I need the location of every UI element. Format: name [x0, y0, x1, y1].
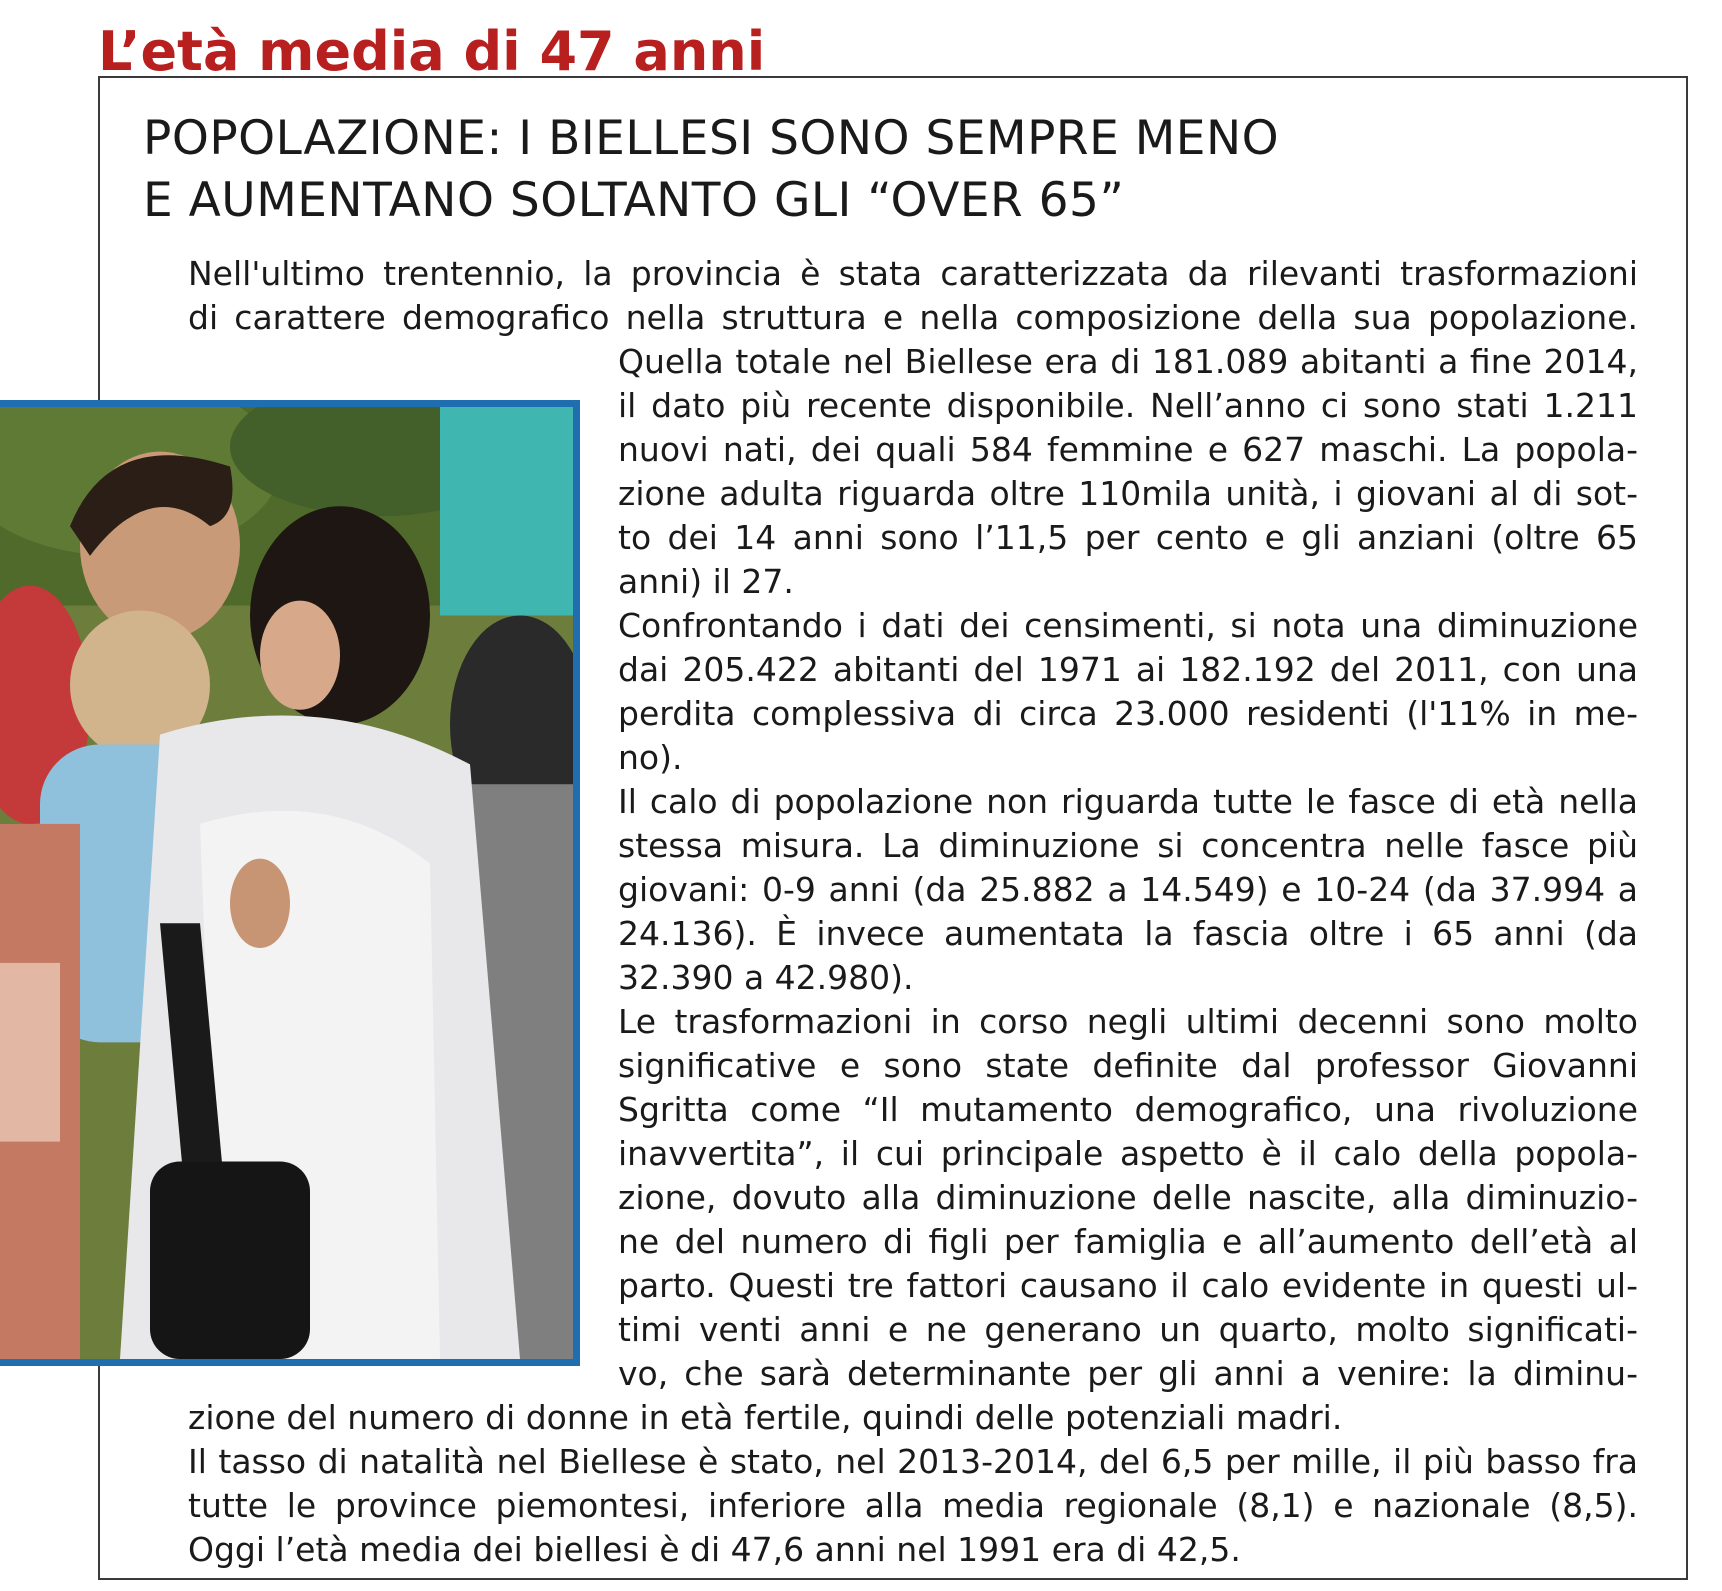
- body-line-24: parto. Questi tre fattori causano il calo evidente in questi ul-: [618, 1266, 1638, 1305]
- body-line-16: 24.136). È invece aumentata la fascia oltre i 65 anni (da: [618, 914, 1638, 953]
- article-headline: [143, 108, 1279, 232]
- family-photo: [0, 400, 580, 1366]
- body-line-5: nuovi nati, dei quali 584 femmine e 627 maschi. La popola-: [618, 430, 1638, 469]
- body-line-3: Quella totale nel Biellese era di 181.089 abitanti a fine 2014,: [618, 342, 1638, 381]
- body-line-19: significative e sono state definite dal professor Giovanni: [618, 1046, 1638, 1085]
- headline-line-1: POPOLAZIONE: I BIELLESI SONO SEMPRE MENO: [143, 111, 1280, 166]
- headline-line-2: E AUMENTANO SOLTANTO GLI “OVER 65”: [143, 173, 1125, 228]
- body-line-10: dai 205.422 abitanti del 1971 ai 182.192 del 2011, con una: [618, 650, 1638, 689]
- body-line-28: Il tasso di natalità nel Biellese è stato, nel 2013-2014, del 6,5 per mille, il più basso fra: [188, 1442, 1638, 1481]
- body-line-15: giovani: 0-9 anni (da 25.882 a 14.549) e 10-24 (da 37.994 a: [618, 870, 1638, 909]
- body-line-30: Oggi l’età media dei biellesi è di 47,6 anni nel 1991 era di 42,5.: [188, 1530, 1241, 1569]
- body-line-11: perdita complessiva di circa 23.000 residenti (l'11% in me-: [618, 694, 1638, 733]
- body-line-2: di carattere demografico nella struttura e nella composizione della sua popolazione.: [188, 298, 1638, 337]
- body-line-23: ne del numero di figli per famiglia e all’aumento dell’età al: [618, 1222, 1638, 1261]
- body-line-9: Confrontando i dati dei censimenti, si nota una diminuzione: [618, 606, 1638, 645]
- body-line-8: anni) il 27.: [618, 562, 794, 601]
- body-line-27: zione del numero di donne in età fertile, quindi delle potenziali madri.: [188, 1398, 1343, 1437]
- body-line-1: Nell'ultimo trentennio, la provincia è stata caratterizzata da rilevanti trasformazioni: [188, 254, 1638, 293]
- body-line-6: zione adulta riguarda oltre 110mila unità, i giovani al di sot-: [618, 474, 1638, 513]
- kicker-title: L’età media di 47 anni: [98, 20, 766, 76]
- body-line-4: il dato più recente disponibile. Nell’anno ci sono stati 1.211: [618, 386, 1638, 425]
- family-photo-illustration: [0, 407, 573, 1359]
- body-line-22: zione, dovuto alla diminuzione delle nascite, alla diminuzio-: [618, 1178, 1638, 1217]
- body-line-21: inavvertita”, il cui principale aspetto è il calo della popola-: [618, 1134, 1638, 1173]
- body-line-7: to dei 14 anni sono l’11,5 per cento e gli anziani (oltre 65: [618, 518, 1638, 557]
- body-line-14: stessa misura. La diminuzione si concentra nelle fasce più: [618, 826, 1638, 865]
- body-line-17: 32.390 a 42.980).: [618, 958, 914, 997]
- body-line-29: tutte le province piemontesi, inferiore alla media regionale (8,1) e nazionale (8,5).: [188, 1486, 1638, 1525]
- body-line-12: no).: [618, 738, 683, 777]
- body-line-25: timi venti anni e ne generano un quarto, molto significati-: [618, 1310, 1638, 1349]
- body-line-20: Sgritta come “Il mutamento demografico, una rivoluzione: [618, 1090, 1638, 1129]
- body-line-26: vo, che sarà determinante per gli anni a venire: la diminu-: [618, 1354, 1638, 1393]
- body-line-18: Le trasformazioni in corso negli ultimi decenni sono molto: [618, 1002, 1638, 1041]
- body-line-13: Il calo di popolazione non riguarda tutte le fasce di età nella: [618, 782, 1638, 821]
